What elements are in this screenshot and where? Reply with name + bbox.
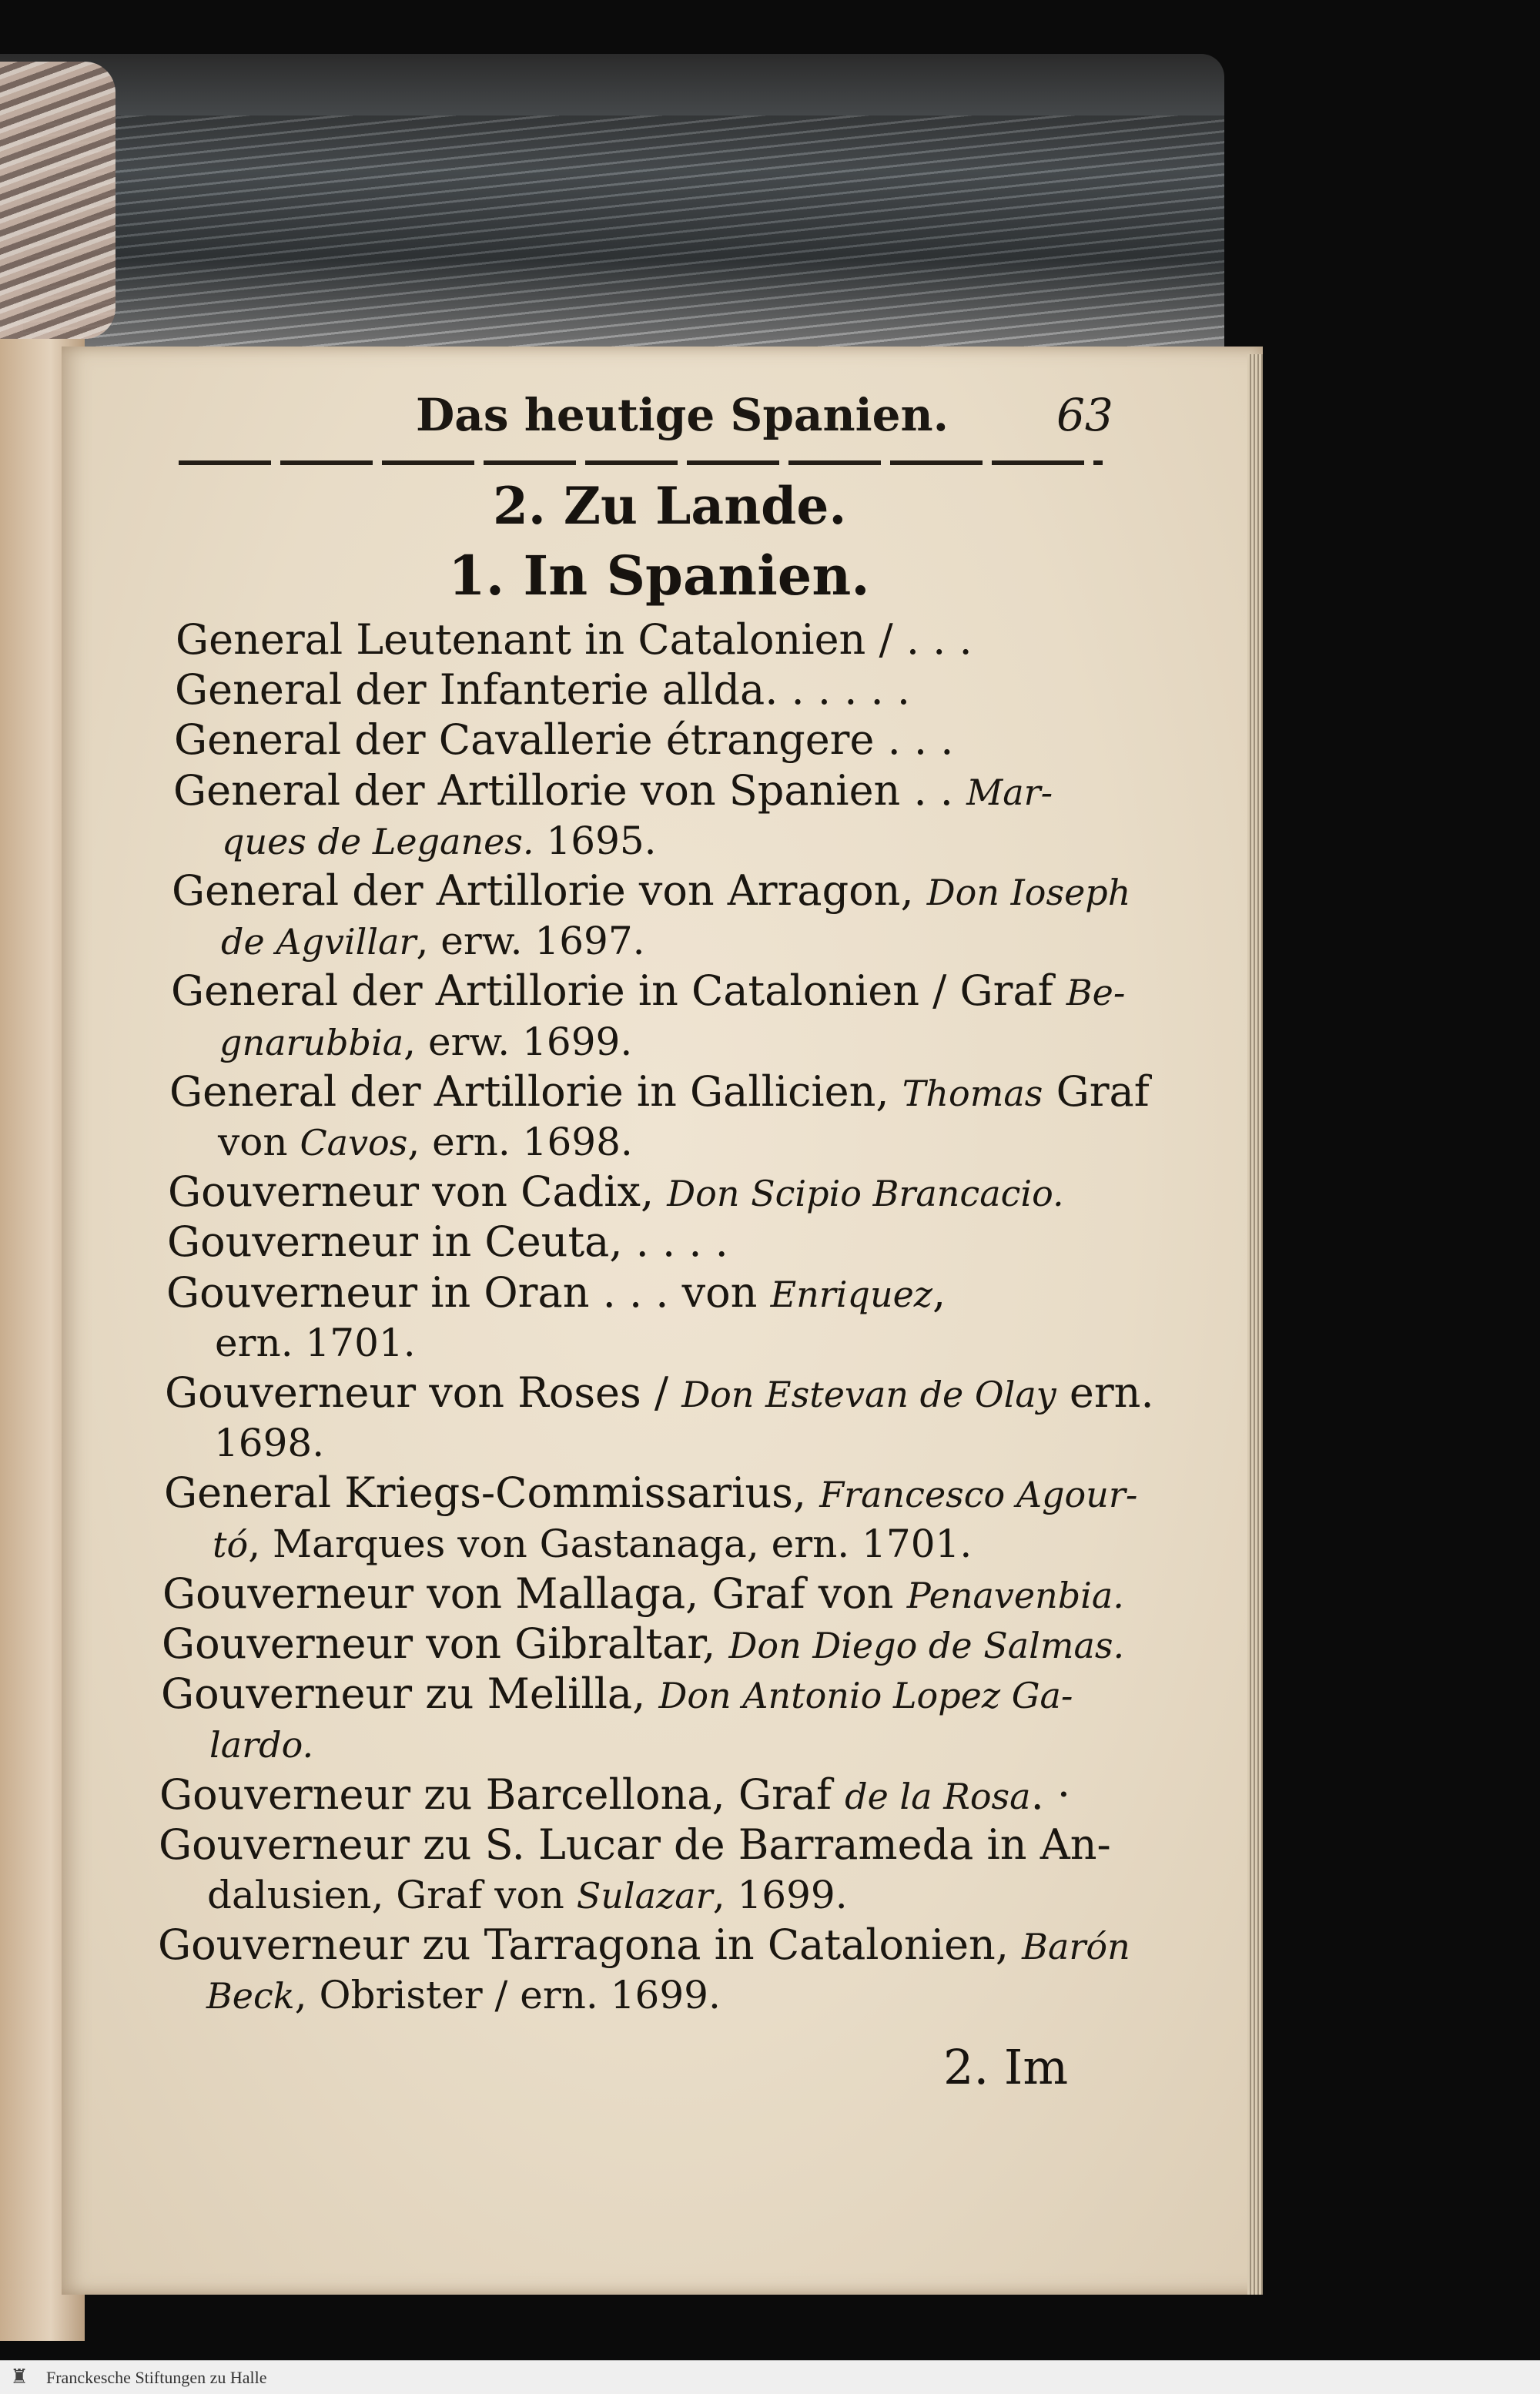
entry-line [159, 1821, 1111, 1869]
entry-trailing-text: , Obrister / ern. 1699. [294, 1973, 721, 2017]
running-head [0, 389, 1124, 450]
entry-continuation-line [221, 917, 645, 966]
entry-continuation-line [209, 1720, 313, 1769]
entry-text: General der Cavallerie étrangere . . . [174, 715, 954, 764]
entry-trailing-text: . · [1030, 1770, 1071, 1819]
entry-trailing-text: ern. [1056, 1368, 1154, 1417]
entry-italic-text: Don Antonio Lopez Ga- [658, 1675, 1073, 1716]
entry-text: General der Artillorie von Spanien . . [173, 766, 967, 815]
entry-italic-text: Be- [1066, 972, 1126, 1013]
entry-line [166, 1269, 946, 1318]
page-edges [23, 116, 1224, 347]
entry-trailing-text: , 1699. [712, 1873, 848, 1917]
entry-text: Gouverneur zu Tarragona in Catalonien, [158, 1920, 1023, 1969]
entry-italic-text: Sulazar [576, 1875, 713, 1917]
entry-italic-text: Francesco Agour- [819, 1474, 1138, 1515]
entry-italic-text: Enriquez [770, 1274, 933, 1315]
entry-continuation-line [222, 817, 657, 866]
entry-italic-text: Don Diego de Salmas. [728, 1625, 1125, 1666]
entry-line [158, 1921, 1130, 1970]
entry-trailing-text: 1695. [534, 819, 657, 863]
entry-text: Gouverneur von Cadix, [168, 1167, 668, 1216]
entry-trailing-text: , erw. 1699. [403, 1020, 633, 1064]
entry-line [165, 1369, 1154, 1418]
entry-text: General Kriegs-Commissarius, [164, 1468, 820, 1517]
entry-continuation-line [214, 1419, 324, 1467]
entry-continuation-line [206, 1971, 721, 2020]
entry-text: Gouverneur von Mallaga, Graf von [162, 1569, 907, 1618]
entry-continuation-line [207, 1871, 848, 1920]
page-stack-edge [1247, 354, 1263, 2295]
entry-italic-text: tó [213, 1524, 249, 1565]
entry-continuation-line [215, 1319, 416, 1367]
entry-text: General der Artillorie in Gallicien, [169, 1067, 902, 1116]
entry-text: General der Artillorie in Catalonien / Graf [171, 966, 1066, 1015]
entry-line [172, 867, 1130, 916]
running-head-title: Das heutige Spanien. [416, 389, 949, 441]
entry-text: von [218, 1120, 300, 1164]
section-heading: 2. Zu Lande. [493, 476, 847, 536]
entry-trailing-text: , Marques von Gastanaga, ern. 1701. [248, 1522, 973, 1566]
entry-line [159, 1771, 1070, 1820]
entry-italic-text: Don Scipio Brancacio. [667, 1173, 1064, 1214]
entry-continuation-line [219, 1018, 632, 1066]
entry-italic-text: Cavos [300, 1122, 408, 1164]
entry-italic-text: lardo. [209, 1724, 314, 1766]
entry-italic-text: Beck [206, 1975, 295, 2017]
foundation-logo-icon: ♜ [10, 2366, 28, 2389]
entry-text: Gouverneur in Ceuta, . . . . [167, 1217, 728, 1266]
entry-trailing-text: , [932, 1268, 946, 1317]
entry-line [162, 1570, 1124, 1619]
entry-italic-text: Penavenbia. [906, 1575, 1124, 1616]
entry-line [161, 1670, 1073, 1719]
entry-italic-text: ques de Leganes. [222, 821, 534, 862]
entry-trailing-text: Graf [1043, 1067, 1150, 1116]
entry-text: Gouverneur zu Melilla, [161, 1669, 659, 1718]
entry-text: General Leutenant in Catalonien / . . . [176, 615, 973, 664]
catchword: 2. Im [943, 2039, 1069, 2095]
entry-line [164, 1469, 1137, 1518]
footer-bar [0, 2360, 1540, 2394]
entry-line [176, 616, 973, 664]
entry-italic-text: Thomas [902, 1073, 1043, 1114]
entry-continuation-line [213, 1520, 972, 1569]
entry-line [169, 1068, 1150, 1117]
entry-line [174, 716, 953, 764]
entry-text: Gouverneur in Oran . . . von [166, 1268, 771, 1317]
page-number: 63 [1056, 389, 1113, 441]
entry-italic-text: gnarubbia [219, 1022, 404, 1063]
entry-line [168, 1168, 1064, 1217]
footer-credit: Franckesche Stiftungen zu Halle [46, 2368, 267, 2387]
entry-line [171, 967, 1125, 1016]
subsection-heading: 1. In Spanien. [448, 544, 870, 608]
header-rule [179, 460, 1103, 465]
entry-trailing-text: , ern. 1698. [407, 1120, 633, 1164]
entry-italic-text: Barón [1022, 1926, 1130, 1967]
entry-italic-text: de Agvillar [221, 921, 417, 963]
entry-trailing-text: , erw. 1697. [416, 919, 645, 963]
entry-line [162, 1620, 1124, 1669]
entry-text: Gouverneur zu S. Lucar de Barrameda in An- [159, 1820, 1111, 1869]
entry-text: Gouverneur zu Barcellona, Graf [159, 1770, 845, 1819]
entry-text: 1698. [214, 1421, 325, 1465]
entry-text: Gouverneur von Roses / [165, 1368, 682, 1417]
entry-italic-text: Don Ioseph [926, 872, 1131, 913]
entry-text: dalusien, Graf von [207, 1873, 577, 1917]
entry-text: General der Infanterie allda. . . . . . [175, 665, 911, 714]
entry-continuation-line [218, 1118, 633, 1167]
entry-line [167, 1218, 728, 1266]
headband [0, 62, 116, 339]
entry-italic-text: de la Rosa [845, 1776, 1031, 1817]
entry-text: ern. 1701. [215, 1321, 416, 1365]
entry-text: Gouverneur von Gibraltar, [162, 1619, 729, 1668]
entry-italic-text: Don Estevan de Olay [681, 1374, 1056, 1415]
entry-italic-text: Mar- [966, 772, 1053, 813]
entry-text: General der Artillorie von Arragon, [172, 866, 927, 915]
entry-line [173, 767, 1053, 816]
entry-line [175, 666, 910, 714]
